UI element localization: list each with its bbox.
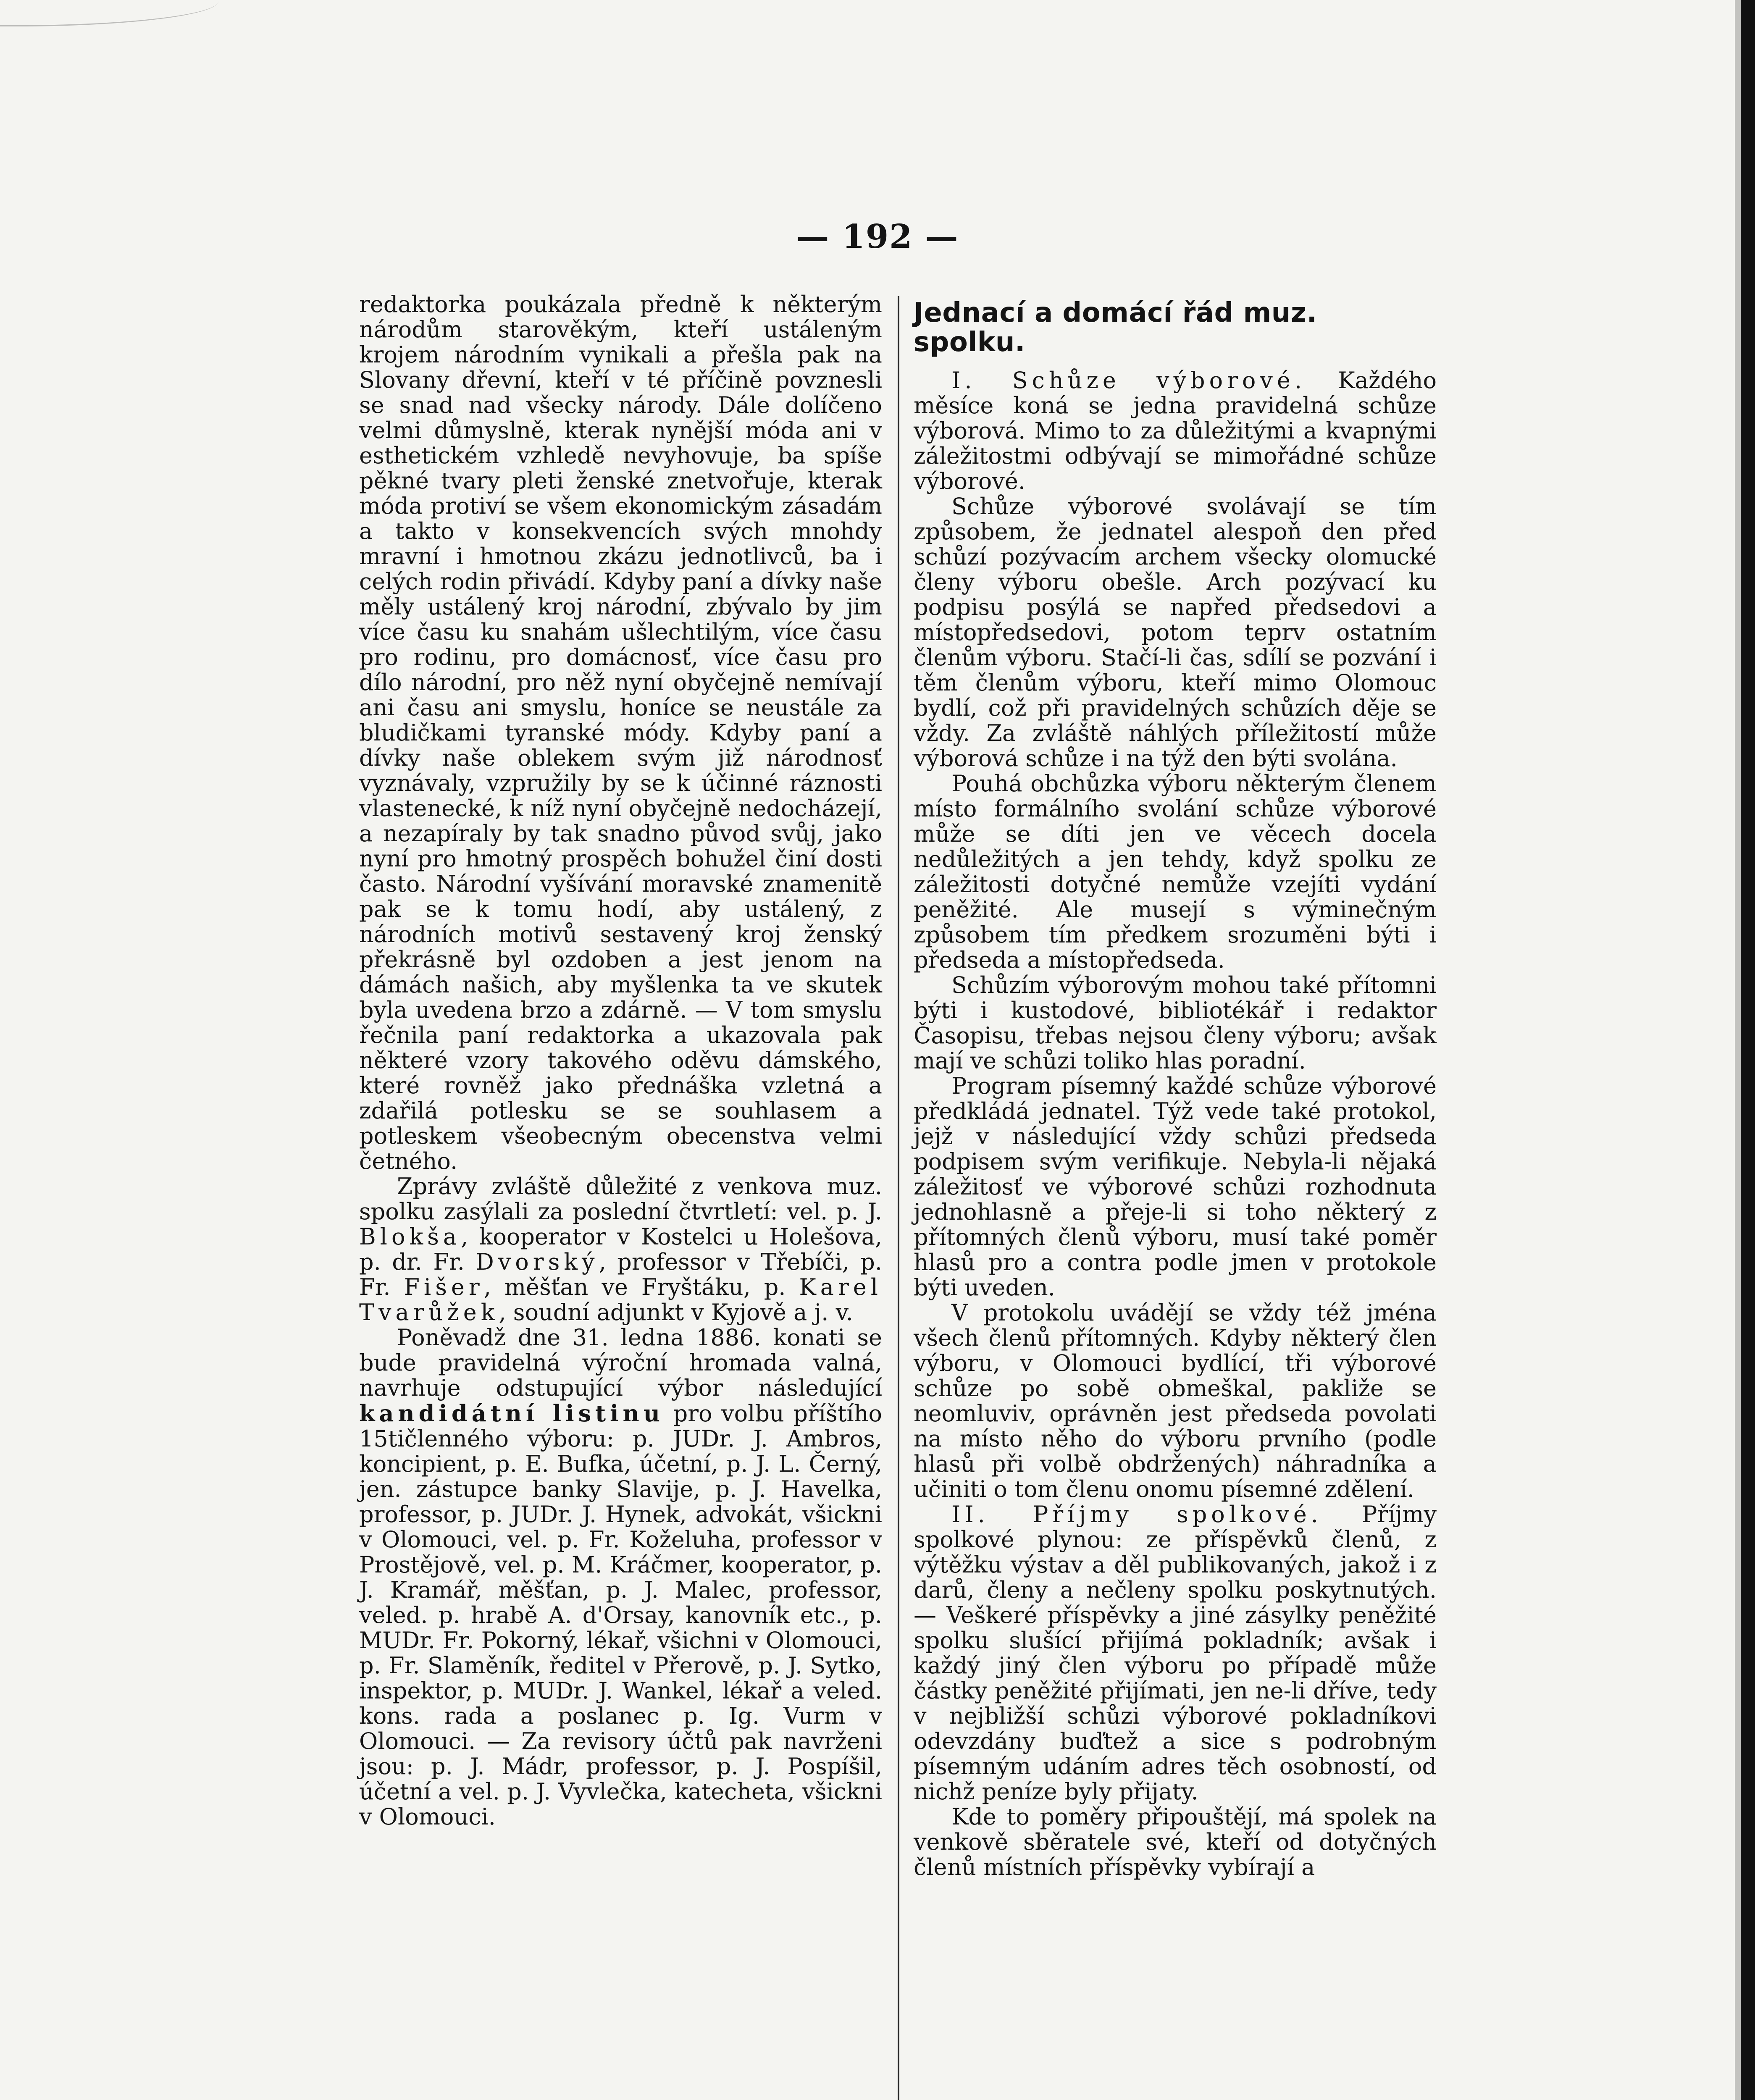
name-tvaruzek: Karel Tvarůžek xyxy=(359,1274,882,1326)
name-fiser: Fišer xyxy=(404,1274,484,1300)
section-heading: Jednací a domácí řád muz. spolku. xyxy=(914,297,1317,358)
paragraph-zpravy xyxy=(359,1174,882,1325)
paragraph-protokol: V protokolu uvádějí se vždy též jména všech členů přítomných. Kdyby některý člen výboru, v Olomouci bydlící, tři výborové schůze po sobě obmeškal, pakliže se neomluviv, oprávněn jest předseda povolati na místo něho do výboru prvního (podle hlasů při volbě obdržených) náhradníka a učiniti o tom členu onomu písemné zdělení. xyxy=(914,1299,1437,1502)
paragraph-program: Program písemný každé schůze výborové předkládá jednatel. Týž vede také protokol, jejž v následující vždy schůzi předseda podpisem svým verifikuje. Nebyla-li nějaká záležitosť ve výborové schůzi rozhodnuta jednohlasně a přeje-li si toho některý z přítomných členů výboru, musí také poměr hlasů pro a contra podle jmen v protokole býti uveden. xyxy=(914,1073,1437,1301)
scan-edge xyxy=(1741,0,1755,2100)
section-1-label: I. Schůze výborové. xyxy=(951,367,1306,394)
section-2-label: II. Příjmy spolkové. xyxy=(951,1501,1322,1528)
kandidatni-listina: kandidátní listinu xyxy=(359,1400,665,1427)
paragraph-ponevadz xyxy=(359,1325,882,1830)
section-1-text: Každého měsíce koná se jedna pravidelná schůze výborová. Mimo to za důležitými a kvapnými záležitostmi odbývají se mimořádné schůze výborové. xyxy=(914,367,1437,494)
zpravy-text-4: , soudní adjunkt v Kyjově a j. v. xyxy=(499,1299,853,1326)
ponevadz-intro: Poněvadž dne 31. ledna 1886. konati se bude pravidelná výroční hromada valná, navrhuje odstupující výbor následující xyxy=(359,1324,882,1401)
section-2-text: Příjmy spolkové plynou: ze příspěvků členů, z výtěžku výstav a děl publikovaných, jakož i z darů, členy a nečleny spolku poskytnutých. — Veškeré příspěvky a jiné zásylky peněžité spolku slušící přijímá pokladník; avšak i každý jiný člen výboru po případě může částky peněžité přijímati, jen ne-li dříve, tedy v nejbližší schůzi výborové pokladníkovi odevzdány buďtež a sice s podrobným písemným udáním adres těch osobností, od nichž peníze byly přijaty. xyxy=(914,1501,1437,1805)
paragraph-redaktorka: redaktorka poukázala předně k některým národům starověkým, kteří ustáleným krojem národním vynikali a přešla pak na Slovany dřevní, kteří v té příčině povznesli se snad nad všecky národy. Dále dolíčeno velmi důmyslně, kterak nynější móda ani v esthetickém vzhledě nevyhovuje, ba spíše pěkné tvary pleti ženské znetvořuje, kterak móda protiví se všem ekonomickým zásadám a takto v konsekvencích svých mnohdy mravní i hmotnou zkázu jednotlivců, ba i celých rodin přivádí. Kdyby paní a dívky naše měly ustálený kroj národní, zbývalo by jim více času ku snahám ušlechtilým, více času pro rodinu, pro domácnosť, více času pro dílo národní, pro něž nyní obyčejně nemívají ani času ani smyslu, honíce se neustále za bludičkami tyranské módy. Kdyby paní a dívky naše oblekem svým již národnosť vyznávaly, vzpružily by se k účinné ráznosti vlastenecké, k níž nyní obyčejně nedocházejí, a nezapíraly by tak snadno původ svůj, jako nyní pro hmotný prospěch bohužel činí dosti často. Národní vyšívání moravské znamenitě pak se k tomu hodí, aby ustálený, z národních motivů sestavený kroj ženský překrásně byl ozdoben a jest jenom na dámách našich, aby myšlenka ta ve skutek byla uvedena brzo a zdárně. — V tom smyslu řečnila paní redaktorka a ukazovala pak některé vzory takového oděvu dámského, které rovněž jako přednáška vzletná a zdařilá potlesku se se souhlasem a potleskem všeobecným obecenstva velmi četného. xyxy=(359,291,882,1174)
paragraph-prijmy xyxy=(914,1502,1437,1804)
left-column xyxy=(359,292,882,1830)
column-divider xyxy=(898,296,899,2100)
name-dvorsky: Dvorský xyxy=(476,1249,599,1275)
paragraph-schuze-vyborove xyxy=(914,368,1437,494)
paragraph-svolavani: Schůze výborové svolávají se tím způsobem, že jednatel alespoň den před schůzí pozývacím archem všecky olomucké členy výboru obešle. Arch pozývací ku podpisu posýlá se napřed předsedovi a místopředsedovi, potom teprv ostatním členům výboru. Stačí-li čas, sdílí se pozvání i těm členům výboru, kteří mimo Olomouc bydlí, což při pravidelných schůzích děje se vždy. Za zvláště náhlých příležitostí může výborová schůze i na týž den býti svolána. xyxy=(914,493,1437,772)
paragraph-obchuzka: Pouhá obchůzka výboru některým členem místo formálního svolání schůze výborové může se díti jen ve věcech docela nedůležitých a jen tehdy, když spolku ze záležitosti dotyčné nemůže vzejíti vydání peněžité. Ale musejí s výminečným způsobem tím předkem srozuměni býti i předseda a místopředseda. xyxy=(914,770,1437,973)
paragraph-sberatele: Kde to poměry připouštějí, má spolek na venkově sběratele své, kteří od dotyčných členů místních příspěvky vybírají a xyxy=(914,1803,1437,1880)
zpravy-text-3: , měšťan ve Fryštáku, p. xyxy=(483,1274,799,1300)
scan-corner-mark xyxy=(0,0,218,26)
page-number: — 192 — xyxy=(796,218,959,256)
zpravy-text-2: , professor v Třebíči, p. Fr. xyxy=(359,1249,883,1300)
scan-edge-shadow xyxy=(1735,0,1741,2100)
ponevadz-rest: pro volbu příštího 15tičlenného výboru: p. JUDr. J. Ambros, koncipient, p. E. Bufka, účetní, p. J. L. Černý, jen. zástupce banky Slavije, p. J. Havelka, professor, p. JUDr. J. Hynek, advokát, všickni v Olomouci, vel. p. Fr. Koželuha, professor v Prostějově, vel. p. M. Kráčmer, kooperator, p. J. Kramář, měšťan, p. J. Malec, professor, veled. p. hrabě A. d'Orsay, kanovník etc., p. MUDr. Fr. Pokorný, lékař, všichni v Olomouci, p. Fr. Slaměník, ředitel v Přerově, p. J. Sytko, inspektor, p. MUDr. J. Wankel, lékař a veled. kons. rada a poslanec p. Ig. Vurm v Olomouci. — Za revisory účtů pak navrženi jsou: p. J. Mádr, professor, p. J. Pospíšil, účetní a vel. p. J. Vyvlečka, katecheta, všickni v Olomouci. xyxy=(359,1400,882,1830)
zpravy-intro: Zprávy zvláště důležité z venkova muz. spolku zasýlali za poslední čtvrtletí: vel. p. J. xyxy=(359,1173,882,1225)
zpravy-text-1: , kooperator v Kostelci u Holešova, p. dr. Fr. xyxy=(359,1223,882,1275)
right-column xyxy=(914,298,1437,1880)
paragraph-pritomnost: Schůzím výborovým mohou také přítomni býti i kustodové, bibliotékář i redaktor Časopisu, třebas nejsou členy výboru; avšak mají ve schůzi toliko hlas poradní. xyxy=(914,972,1437,1074)
name-bloksa: Blokša xyxy=(359,1223,461,1250)
